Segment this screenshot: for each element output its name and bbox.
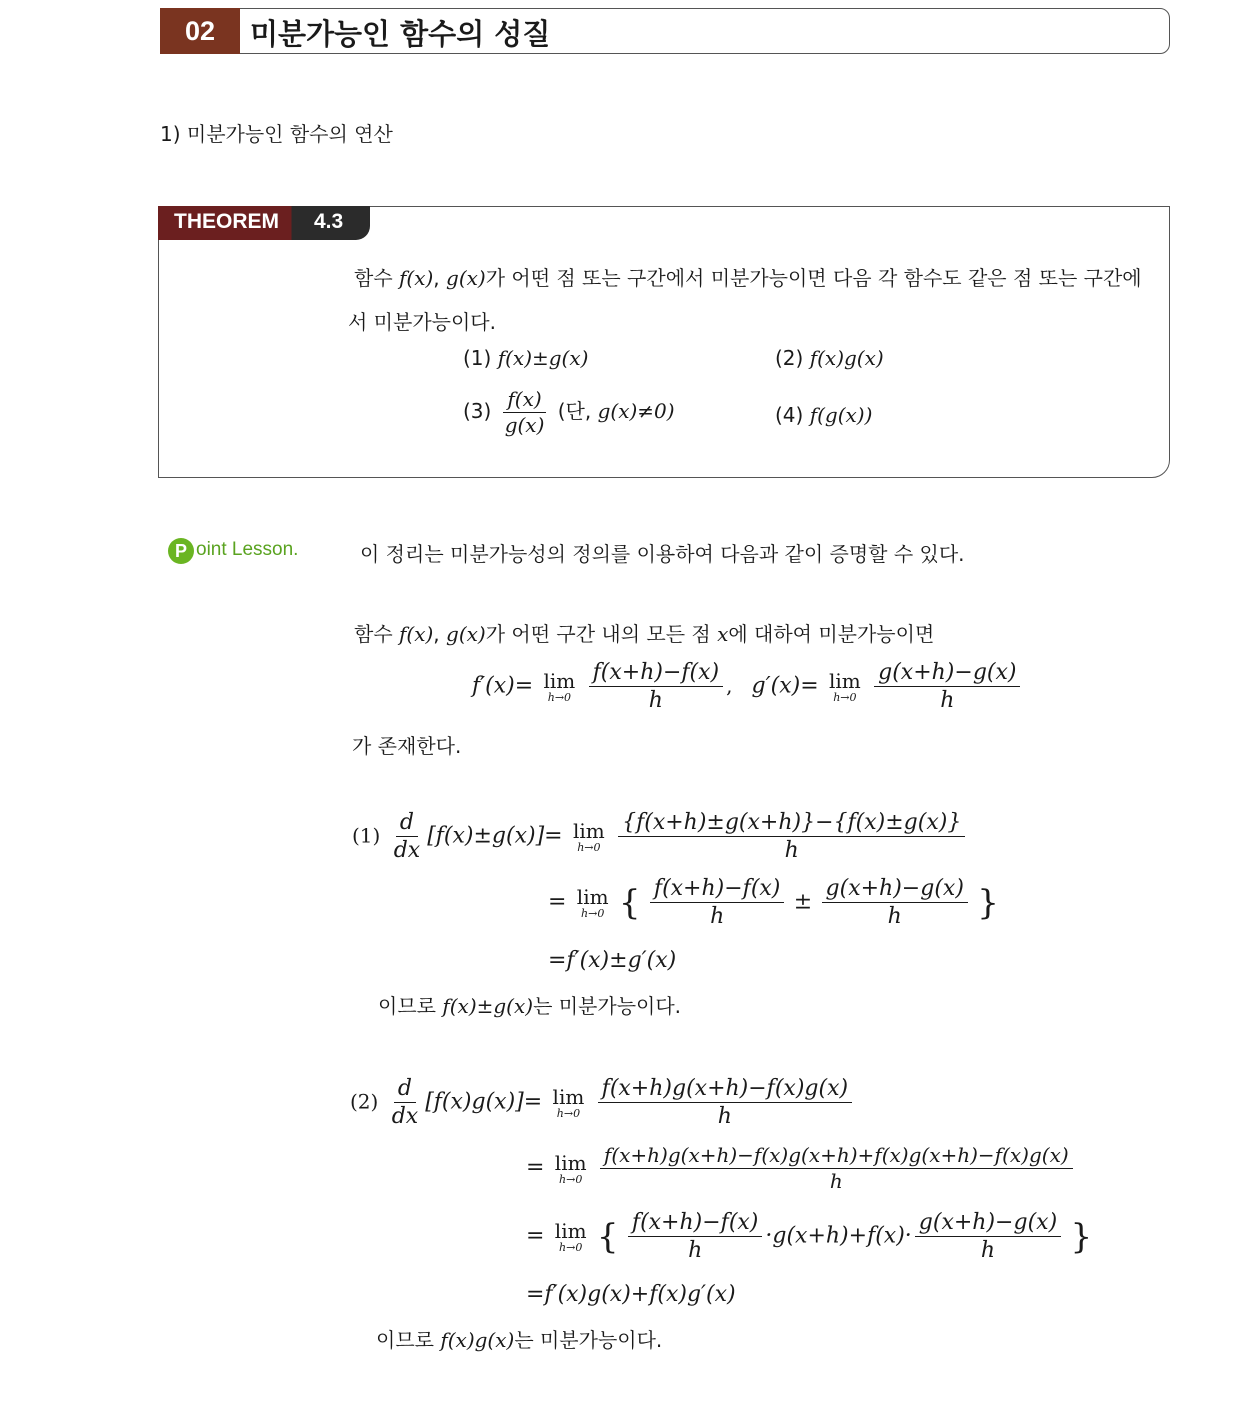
brace-close: } xyxy=(977,882,999,923)
lim-sub: h→0 xyxy=(577,840,601,854)
fraction xyxy=(628,1210,762,1264)
limit xyxy=(552,1084,585,1120)
premise-text: 함수 xyxy=(354,622,393,646)
fraction xyxy=(501,388,549,437)
condition-expr: g(x)≠0) xyxy=(597,399,675,423)
lim-word: lim xyxy=(554,1150,587,1175)
theorem-box xyxy=(158,206,1170,478)
proof2-conclusion xyxy=(376,1324,662,1353)
point-lesson-label: oint Lesson. xyxy=(196,539,299,560)
proof2-line3 xyxy=(526,1210,1092,1264)
denominator: h xyxy=(980,1238,996,1264)
theorem-label: THEOREM xyxy=(174,210,279,233)
brace-close: } xyxy=(1070,1216,1093,1257)
theorem-item-1 xyxy=(463,346,588,370)
numerator: f(x+h)−f(x) xyxy=(589,660,723,687)
limit xyxy=(554,1150,587,1186)
limit xyxy=(829,668,861,704)
comma: , xyxy=(433,266,440,290)
proof-label: (2) xyxy=(350,1089,379,1114)
equals: = xyxy=(526,1155,545,1180)
math-gx: g(x) xyxy=(446,622,486,646)
limit xyxy=(554,1218,587,1254)
premise-text: 에 대하여 미분가능이면 xyxy=(728,622,935,646)
theorem-number: 4.3 xyxy=(314,210,344,233)
math-expr: [f(x)g(x)]= xyxy=(425,1089,543,1115)
denominator: h xyxy=(688,1238,703,1264)
denominator: h xyxy=(887,904,902,930)
denominator: h xyxy=(648,688,663,714)
point-lesson-badge: P xyxy=(168,538,194,564)
math-fprime: f′(x)= xyxy=(472,673,534,699)
conclusion-text: 는 미분가능이다. xyxy=(514,1328,663,1352)
math-expr: f(x)±g(x) xyxy=(442,994,534,1018)
section-title: 미분가능인 함수의 성질 xyxy=(250,17,551,51)
denominator: h xyxy=(940,688,955,714)
conclusion-text: 이므로 xyxy=(376,1328,434,1352)
theorem-item-2 xyxy=(775,346,884,370)
proof1-line2 xyxy=(548,876,999,930)
fraction xyxy=(915,1210,1061,1264)
math-gprime: g′(x)= xyxy=(751,673,819,699)
theorem-text: 가 어떤 점 또는 구간에서 미분가능이면 다음 각 함수도 같은 점 또는 구간에 xyxy=(485,266,1142,290)
math-expr: [f(x)±g(x)]= xyxy=(427,823,563,849)
subsection-title: 1) 미분가능인 함수의 연산 xyxy=(160,122,393,146)
plus-minus: ± xyxy=(793,889,813,915)
fraction xyxy=(598,1076,852,1130)
equals: = xyxy=(548,889,567,915)
lim-word: lim xyxy=(829,668,861,693)
fraction xyxy=(650,876,784,930)
numerator: f(x) xyxy=(503,388,545,413)
denominator: h xyxy=(717,1104,732,1130)
fraction xyxy=(874,660,1020,714)
numerator: g(x+h)−g(x) xyxy=(915,1210,1061,1237)
numerator: {f(x+h)±g(x+h)}−{f(x)±g(x)} xyxy=(618,810,965,837)
denominator: dx xyxy=(393,838,421,864)
derivative-operator xyxy=(390,810,425,864)
fraction xyxy=(589,660,723,714)
limit xyxy=(576,884,609,920)
lim-word: lim xyxy=(576,884,609,909)
numerator: g(x+h)−g(x) xyxy=(822,876,968,903)
theorem-item-4 xyxy=(775,403,872,427)
numerator: d xyxy=(396,810,418,837)
numerator: f(x+h)g(x+h)−f(x)g(x+h)+f(x)g(x+h)−f(x)g(x) xyxy=(600,1144,1073,1169)
lim-sub: h→0 xyxy=(547,690,572,704)
proof2-line2 xyxy=(526,1144,1076,1193)
lim-word: lim xyxy=(572,818,605,843)
lim-word: lim xyxy=(554,1218,587,1243)
fraction xyxy=(618,810,965,864)
denominator: dx xyxy=(391,1104,419,1130)
comma: , xyxy=(433,622,440,646)
theorem-statement-line2: 서 미분가능이다. xyxy=(348,310,496,334)
derivative-operator xyxy=(388,1076,423,1130)
math-expr: f(g(x)) xyxy=(809,403,873,427)
conclusion-text: 이므로 xyxy=(378,994,436,1018)
point-lesson-intro: 이 정리는 미분가능성의 정의를 이용하여 다음과 같이 증명할 수 있다. xyxy=(360,542,965,566)
numerator: f(x+h)−f(x) xyxy=(650,876,784,903)
brace-open: { xyxy=(596,1216,619,1257)
fraction xyxy=(822,876,968,930)
limit xyxy=(572,818,605,854)
section-number: 02 xyxy=(160,8,240,54)
lim-word: lim xyxy=(543,668,576,693)
lim-sub: h→0 xyxy=(581,906,605,920)
math-fx: f(x) xyxy=(399,266,434,290)
math-expr: ·g(x+h)+f(x)· xyxy=(765,1223,912,1249)
math-expr: f(x)±g(x) xyxy=(497,346,589,370)
proof2-line1 xyxy=(350,1076,855,1130)
numerator: f(x+h)−f(x) xyxy=(628,1210,762,1237)
math-expr: f(x)g(x) xyxy=(809,346,884,370)
premise-text: 가 어떤 구간 내의 모든 점 xyxy=(485,622,711,646)
lim-sub: h→0 xyxy=(833,690,857,704)
conclusion-text: 는 미분가능이다. xyxy=(533,994,682,1018)
math-fx: f(x) xyxy=(399,622,434,646)
lim-sub: h→0 xyxy=(556,1106,581,1120)
proof2-line4: =f′(x)g(x)+f(x)g′(x) xyxy=(526,1282,736,1307)
math-gx: g(x) xyxy=(446,266,486,290)
proof-label: (1) xyxy=(352,823,381,848)
premise-line3: 가 존재한다. xyxy=(352,734,462,758)
comma: , xyxy=(726,673,733,698)
equals: = xyxy=(526,1223,545,1249)
denominator: g(x) xyxy=(504,413,545,437)
condition-text: (단, xyxy=(557,399,592,423)
lim-word: lim xyxy=(552,1084,585,1109)
derivative-definitions xyxy=(472,660,1023,714)
numerator: d xyxy=(394,1076,416,1103)
denominator: h xyxy=(784,838,799,864)
limit xyxy=(543,668,576,704)
brace-open: { xyxy=(618,882,641,923)
premise-line1 xyxy=(354,618,934,647)
item-label: (3) xyxy=(463,399,492,423)
denominator: h xyxy=(710,904,725,930)
item-label: (1) xyxy=(463,346,492,370)
item-label: (2) xyxy=(775,346,804,370)
lim-sub: h→0 xyxy=(559,1240,583,1254)
denominator: h xyxy=(829,1169,843,1193)
item-label: (4) xyxy=(775,403,804,427)
theorem-statement-line1 xyxy=(354,262,1142,291)
lim-sub: h→0 xyxy=(559,1172,583,1186)
math-expr: f(x)g(x) xyxy=(440,1328,515,1352)
proof1-line3: =f′(x)±g′(x) xyxy=(548,948,677,973)
proof1-conclusion xyxy=(378,990,681,1019)
fraction xyxy=(600,1144,1073,1193)
numerator: f(x+h)g(x+h)−f(x)g(x) xyxy=(598,1076,852,1103)
proof1-line1 xyxy=(352,810,968,864)
theorem-text: 함수 xyxy=(354,266,393,290)
numerator: g(x+h)−g(x) xyxy=(874,660,1020,687)
math-x: x xyxy=(717,622,729,646)
theorem-item-3 xyxy=(463,388,675,437)
